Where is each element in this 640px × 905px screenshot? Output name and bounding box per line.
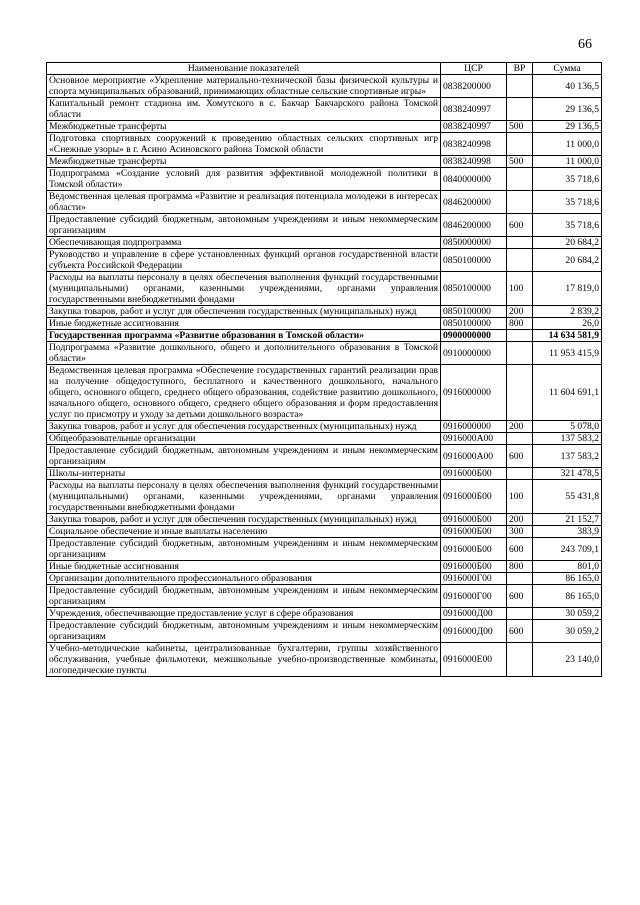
row-csr: 0916000Б00 xyxy=(441,561,507,573)
row-sum: 26,0 xyxy=(533,318,602,330)
row-csr: 0916000Б00 xyxy=(441,514,507,526)
row-name: Закупка товаров, работ и услуг для обеспечения государственных (муниципальных) нужд xyxy=(47,306,441,318)
row-csr: 0916000000 xyxy=(441,365,507,421)
table-row xyxy=(47,526,602,538)
table-row xyxy=(47,330,602,342)
row-name: Обеспечивающая подпрограмма xyxy=(47,237,441,249)
row-sum: 21 152,7 xyxy=(533,514,602,526)
table-header-row xyxy=(47,63,602,75)
row-csr: 0838200000 xyxy=(441,75,507,98)
row-sum: 29 136,5 xyxy=(533,121,602,133)
row-vr xyxy=(507,330,533,342)
table-row xyxy=(47,538,602,561)
row-name: Закупка товаров, работ и услуг для обеспечения государственных (муниципальных) нужд xyxy=(47,514,441,526)
row-vr: 100 xyxy=(507,272,533,306)
row-name: Капитальный ремонт стадиона им. Хомутского в с. Бакчар Бакчарского района Томской области xyxy=(47,98,441,121)
row-csr: 0916000Б00 xyxy=(441,480,507,514)
table-row xyxy=(47,214,602,237)
row-name: Подготовка спортивных сооружений к проведению областных сельских спортивных игр «Снежные узоры» в г. Асино Асиновского района Томской области xyxy=(47,133,441,156)
table-row xyxy=(47,237,602,249)
table-row xyxy=(47,272,602,306)
row-sum: 383,9 xyxy=(533,526,602,538)
row-csr: 0916000Б00 xyxy=(441,468,507,480)
row-name: Организации дополнительного профессионального образования xyxy=(47,573,441,585)
row-vr: 200 xyxy=(507,421,533,433)
row-csr: 0850100000 xyxy=(441,306,507,318)
row-sum: 11 000,0 xyxy=(533,133,602,156)
row-name: Закупка товаров, работ и услуг для обеспечения государственных (муниципальных) нужд xyxy=(47,421,441,433)
table-row xyxy=(47,306,602,318)
row-csr: 0838240997 xyxy=(441,98,507,121)
row-vr: 200 xyxy=(507,306,533,318)
header-vr: ВР xyxy=(507,63,533,75)
row-sum: 243 709,1 xyxy=(533,538,602,561)
row-vr: 600 xyxy=(507,585,533,608)
row-vr xyxy=(507,133,533,156)
row-vr xyxy=(507,168,533,191)
row-vr xyxy=(507,468,533,480)
row-sum: 30 059,2 xyxy=(533,608,602,620)
row-vr: 200 xyxy=(507,514,533,526)
table-row xyxy=(47,249,602,272)
row-vr xyxy=(507,75,533,98)
table-row xyxy=(47,445,602,468)
row-vr xyxy=(507,643,533,677)
row-csr: 0846200000 xyxy=(441,214,507,237)
row-csr: 0916000000 xyxy=(441,421,507,433)
row-vr xyxy=(507,191,533,214)
row-name: Подпрограмма «Развитие дошкольного, общего и дополнительного образования в Томской области» xyxy=(47,342,441,365)
table-row xyxy=(47,573,602,585)
row-vr: 100 xyxy=(507,480,533,514)
row-name: Расходы на выплаты персоналу в целях обеспечения выполнения функций государственными (муниципальными) органами, казенными учреждениями, органами управления государственными внебюджетными фондами xyxy=(47,272,441,306)
row-vr: 800 xyxy=(507,318,533,330)
row-sum: 801,0 xyxy=(533,561,602,573)
table-row xyxy=(47,318,602,330)
row-vr xyxy=(507,608,533,620)
row-name: Иные бюджетные ассигнования xyxy=(47,318,441,330)
table-row xyxy=(47,342,602,365)
row-vr: 500 xyxy=(507,121,533,133)
row-csr: 0916000Д00 xyxy=(441,620,507,643)
row-name: Межбюджетные трансферты xyxy=(47,156,441,168)
row-csr: 0916000Б00 xyxy=(441,526,507,538)
row-vr xyxy=(507,433,533,445)
row-vr xyxy=(507,365,533,421)
row-name: Предоставление субсидий бюджетным, автономным учреждениям и иным некоммерческим организациям xyxy=(47,620,441,643)
row-vr: 300 xyxy=(507,526,533,538)
table-row xyxy=(47,98,602,121)
table-row xyxy=(47,191,602,214)
row-sum: 40 136,5 xyxy=(533,75,602,98)
row-sum: 35 718,6 xyxy=(533,168,602,191)
row-vr xyxy=(507,98,533,121)
row-sum: 137 583,2 xyxy=(533,433,602,445)
row-vr xyxy=(507,573,533,585)
row-name: Подпрограмма «Создание условий для развития эффективной молодежной политики в Томской области» xyxy=(47,168,441,191)
row-name: Основное мероприятие «Укрепление материально-технической базы физической культуры и спорта муниципальных образований, принимающих областные сельские спортивные игры» xyxy=(47,75,441,98)
row-vr: 500 xyxy=(507,156,533,168)
table-row xyxy=(47,620,602,643)
table-row xyxy=(47,421,602,433)
row-vr: 800 xyxy=(507,561,533,573)
row-sum: 20 684,2 xyxy=(533,237,602,249)
row-csr: 0850100000 xyxy=(441,272,507,306)
row-sum: 11 953 415,9 xyxy=(533,342,602,365)
row-name: Учебно-методические кабинеты, централизованные бухгалтерии, группы хозяйственного обслуживания, учебные фильмотеки, межшкольные учебно-производственные комбинаты, логопедические пункты xyxy=(47,643,441,677)
row-csr: 0916000Е00 xyxy=(441,643,507,677)
row-sum: 17 819,0 xyxy=(533,272,602,306)
table-row xyxy=(47,433,602,445)
row-csr: 0916000Г00 xyxy=(441,585,507,608)
row-csr: 0850100000 xyxy=(441,249,507,272)
row-name: Ведомственная целевая программа «Обеспечение государственных гарантий реализации прав на получение общедоступного, бесплатного и качественного дошкольного, начального общего, основного общего, среднего общего образования, содействие развитию дошкольного, начального общего, основного общего, среднего общего образования и форм предоставления услуг по присмотру и уходу за детьми дошкольного возраста» xyxy=(47,365,441,421)
row-sum: 11 000,0 xyxy=(533,156,602,168)
row-name: Межбюджетные трансферты xyxy=(47,121,441,133)
row-csr: 0838240998 xyxy=(441,156,507,168)
row-sum: 11 604 691,1 xyxy=(533,365,602,421)
row-sum: 86 165,0 xyxy=(533,573,602,585)
row-sum: 55 431,8 xyxy=(533,480,602,514)
table-row xyxy=(47,133,602,156)
row-vr xyxy=(507,237,533,249)
row-sum: 35 718,6 xyxy=(533,214,602,237)
row-name: Школы-интернаты xyxy=(47,468,441,480)
header-sum: Сумма xyxy=(533,63,602,75)
row-sum: 321 478,5 xyxy=(533,468,602,480)
row-name: Предоставление субсидий бюджетным, автономным учреждениям и иным некоммерческим организациям xyxy=(47,538,441,561)
row-csr: 0910000000 xyxy=(441,342,507,365)
table-row xyxy=(47,468,602,480)
row-sum: 14 634 581,9 xyxy=(533,330,602,342)
row-name: Общеобразовательные организации xyxy=(47,433,441,445)
row-sum: 23 140,0 xyxy=(533,643,602,677)
row-name: Предоставление субсидий бюджетным, автономным учреждениям и иным некоммерческим организациям xyxy=(47,585,441,608)
row-csr: 0916000А00 xyxy=(441,445,507,468)
row-sum: 29 136,5 xyxy=(533,98,602,121)
row-sum: 30 059,2 xyxy=(533,620,602,643)
table-body xyxy=(47,75,602,677)
header-csr: ЦСР xyxy=(441,63,507,75)
row-sum: 2 839,2 xyxy=(533,306,602,318)
table-row xyxy=(47,608,602,620)
row-csr: 0916000Д00 xyxy=(441,608,507,620)
row-csr: 0916000Г00 xyxy=(441,573,507,585)
table-row xyxy=(47,365,602,421)
table-row xyxy=(47,561,602,573)
row-csr: 0916000А00 xyxy=(441,433,507,445)
row-name: Предоставление субсидий бюджетным, автономным учреждениям и иным некоммерческим организациям xyxy=(47,445,441,468)
row-sum: 35 718,6 xyxy=(533,191,602,214)
row-csr: 0850000000 xyxy=(441,237,507,249)
row-sum: 5 078,0 xyxy=(533,421,602,433)
table-row xyxy=(47,514,602,526)
row-csr: 0900000000 xyxy=(441,330,507,342)
row-name: Ведомственная целевая программа «Развитие и реализация потенциала молодежи в интересах области» xyxy=(47,191,441,214)
table-row xyxy=(47,156,602,168)
row-vr xyxy=(507,342,533,365)
row-name: Расходы на выплаты персоналу в целях обеспечения выполнения функций государственными (муниципальными) органами, казенными учреждениями, органами управления государственными внебюджетными фондами xyxy=(47,480,441,514)
header-name: Наименование показателей xyxy=(47,63,441,75)
row-name: Иные бюджетные ассигнования xyxy=(47,561,441,573)
row-sum: 137 583,2 xyxy=(533,445,602,468)
row-csr: 0838240997 xyxy=(441,121,507,133)
row-csr: 0838240998 xyxy=(441,133,507,156)
table-row xyxy=(47,643,602,677)
table-row xyxy=(47,585,602,608)
row-sum: 20 684,2 xyxy=(533,249,602,272)
table-row xyxy=(47,168,602,191)
table-row xyxy=(47,121,602,133)
page-number: 66 xyxy=(578,37,592,52)
row-name: Социальное обеспечение и иные выплаты населению xyxy=(47,526,441,538)
row-name: Предоставление субсидий бюджетным, автономным учреждениям и иным некоммерческим организациям xyxy=(47,214,441,237)
row-csr: 0840000000 xyxy=(441,168,507,191)
row-csr: 0850100000 xyxy=(441,318,507,330)
row-sum: 86 165,0 xyxy=(533,585,602,608)
row-name: Государственная программа «Развитие образования в Томской области» xyxy=(47,330,441,342)
budget-table xyxy=(46,62,602,677)
row-vr xyxy=(507,249,533,272)
row-vr: 600 xyxy=(507,214,533,237)
row-csr: 0846200000 xyxy=(441,191,507,214)
row-vr: 600 xyxy=(507,538,533,561)
row-name: Учреждения, обеспечивающие предоставление услуг в сфере образования xyxy=(47,608,441,620)
row-vr: 600 xyxy=(507,620,533,643)
table-row xyxy=(47,75,602,98)
table-row xyxy=(47,480,602,514)
row-name: Руководство и управление в сфере установленных функций органов государственной власти субъекта Российской Федерации xyxy=(47,249,441,272)
row-vr: 600 xyxy=(507,445,533,468)
row-csr: 0916000Б00 xyxy=(441,538,507,561)
